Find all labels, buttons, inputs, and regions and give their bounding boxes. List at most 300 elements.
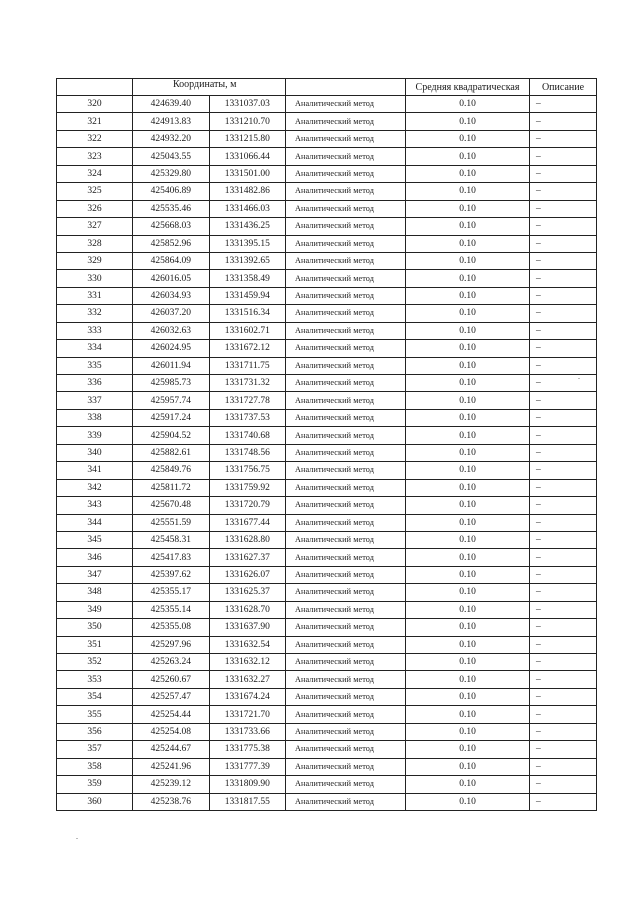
cell-y-coordinate: 1331632.12 — [209, 654, 286, 671]
table-row — [57, 200, 597, 217]
cell-x-coordinate: 425535.46 — [133, 200, 210, 217]
cell-description: – — [530, 654, 597, 671]
cell-x-coordinate: 425668.03 — [133, 218, 210, 235]
cell-y-coordinate: 1331809.90 — [209, 776, 286, 793]
scan-speck — [578, 378, 580, 379]
cell-description: – — [530, 566, 597, 583]
table-row — [57, 531, 597, 548]
cell-point-number: 335 — [57, 357, 133, 374]
cell-point-number: 327 — [57, 218, 133, 235]
cell-accuracy: 0.10 — [406, 357, 530, 374]
cell-accuracy: 0.10 — [406, 531, 530, 548]
cell-y-coordinate: 1331395.15 — [209, 235, 286, 252]
table-row — [57, 235, 597, 252]
cell-description: – — [530, 200, 597, 217]
cell-description: – — [530, 741, 597, 758]
cell-x-coordinate: 426024.95 — [133, 340, 210, 357]
cell-x-coordinate: 425458.31 — [133, 531, 210, 548]
cell-x-coordinate: 424932.20 — [133, 130, 210, 147]
cell-point-number: 347 — [57, 566, 133, 583]
table-row — [57, 706, 597, 723]
cell-point-number: 356 — [57, 723, 133, 740]
table-row — [57, 671, 597, 688]
cell-y-coordinate: 1331740.68 — [209, 427, 286, 444]
cell-description: – — [530, 723, 597, 740]
table-row — [57, 723, 597, 740]
table-row — [57, 619, 597, 636]
coordinates-table — [56, 78, 597, 811]
header-cell-method — [286, 79, 406, 96]
cell-description: – — [530, 113, 597, 130]
table-row — [57, 497, 597, 514]
cell-x-coordinate: 424639.40 — [133, 96, 210, 113]
cell-point-number: 339 — [57, 427, 133, 444]
cell-description: – — [530, 270, 597, 287]
cell-y-coordinate: 1331628.70 — [209, 601, 286, 618]
cell-method: Аналитический метод — [286, 235, 406, 252]
cell-accuracy: 0.10 — [406, 758, 530, 775]
cell-method: Аналитический метод — [286, 200, 406, 217]
cell-point-number: 345 — [57, 531, 133, 548]
cell-method: Аналитический метод — [286, 584, 406, 601]
cell-accuracy: 0.10 — [406, 497, 530, 514]
table-row — [57, 566, 597, 583]
cell-accuracy: 0.10 — [406, 723, 530, 740]
table-row — [57, 357, 597, 374]
cell-accuracy: 0.10 — [406, 270, 530, 287]
cell-x-coordinate: 425417.83 — [133, 549, 210, 566]
cell-x-coordinate: 425241.96 — [133, 758, 210, 775]
cell-description: – — [530, 375, 597, 392]
cell-method: Аналитический метод — [286, 741, 406, 758]
cell-x-coordinate: 425397.62 — [133, 566, 210, 583]
cell-description: – — [530, 793, 597, 810]
cell-description: – — [530, 706, 597, 723]
cell-y-coordinate: 1331674.24 — [209, 688, 286, 705]
cell-y-coordinate: 1331720.79 — [209, 497, 286, 514]
cell-x-coordinate: 425811.72 — [133, 479, 210, 496]
cell-method: Аналитический метод — [286, 270, 406, 287]
table-row — [57, 165, 597, 182]
cell-method: Аналитический метод — [286, 252, 406, 269]
header-coordinates-label: Координаты, м — [173, 79, 237, 90]
cell-y-coordinate: 1331625.37 — [209, 584, 286, 601]
table-row — [57, 688, 597, 705]
table-row — [57, 409, 597, 426]
cell-y-coordinate: 1331516.34 — [209, 305, 286, 322]
cell-accuracy: 0.10 — [406, 566, 530, 583]
cell-x-coordinate: 425864.09 — [133, 252, 210, 269]
cell-y-coordinate: 1331215.80 — [209, 130, 286, 147]
cell-point-number: 322 — [57, 130, 133, 147]
cell-method: Аналитический метод — [286, 549, 406, 566]
cell-method: Аналитический метод — [286, 340, 406, 357]
cell-y-coordinate: 1331632.54 — [209, 636, 286, 653]
cell-description: – — [530, 619, 597, 636]
cell-accuracy: 0.10 — [406, 427, 530, 444]
table-row — [57, 636, 597, 653]
header-cell-number — [57, 79, 133, 96]
cell-x-coordinate: 425849.76 — [133, 462, 210, 479]
cell-accuracy: 0.10 — [406, 130, 530, 147]
cell-method: Аналитический метод — [286, 287, 406, 304]
cell-accuracy: 0.10 — [406, 584, 530, 601]
cell-description: – — [530, 392, 597, 409]
cell-method: Аналитический метод — [286, 514, 406, 531]
cell-method: Аналитический метод — [286, 497, 406, 514]
cell-point-number: 358 — [57, 758, 133, 775]
cell-description: – — [530, 531, 597, 548]
cell-x-coordinate: 425297.96 — [133, 636, 210, 653]
cell-point-number: 333 — [57, 322, 133, 339]
table-row — [57, 758, 597, 775]
cell-x-coordinate: 425670.48 — [133, 497, 210, 514]
cell-point-number: 332 — [57, 305, 133, 322]
cell-method: Аналитический метод — [286, 776, 406, 793]
cell-y-coordinate: 1331501.00 — [209, 165, 286, 182]
cell-accuracy: 0.10 — [406, 688, 530, 705]
cell-x-coordinate: 425985.73 — [133, 375, 210, 392]
cell-point-number: 354 — [57, 688, 133, 705]
cell-accuracy: 0.10 — [406, 392, 530, 409]
cell-point-number: 340 — [57, 444, 133, 461]
cell-point-number: 337 — [57, 392, 133, 409]
table-row — [57, 392, 597, 409]
cell-method: Аналитический метод — [286, 322, 406, 339]
table-row — [57, 183, 597, 200]
cell-x-coordinate: 425355.14 — [133, 601, 210, 618]
cell-method: Аналитический метод — [286, 462, 406, 479]
table-row — [57, 741, 597, 758]
cell-x-coordinate: 425257.47 — [133, 688, 210, 705]
cell-x-coordinate: 425254.08 — [133, 723, 210, 740]
cell-accuracy: 0.10 — [406, 148, 530, 165]
header-cell-description — [530, 79, 597, 96]
cell-description: – — [530, 322, 597, 339]
cell-y-coordinate: 1331466.03 — [209, 200, 286, 217]
cell-x-coordinate: 424913.83 — [133, 113, 210, 130]
cell-y-coordinate: 1331037.03 — [209, 96, 286, 113]
cell-x-coordinate: 425406.89 — [133, 183, 210, 200]
cell-x-coordinate: 425852.96 — [133, 235, 210, 252]
coordinates-table-body — [57, 79, 597, 811]
cell-point-number: 342 — [57, 479, 133, 496]
cell-point-number: 355 — [57, 706, 133, 723]
cell-x-coordinate: 425882.61 — [133, 444, 210, 461]
cell-x-coordinate: 425957.74 — [133, 392, 210, 409]
cell-y-coordinate: 1331066.44 — [209, 148, 286, 165]
cell-accuracy: 0.10 — [406, 200, 530, 217]
cell-point-number: 330 — [57, 270, 133, 287]
cell-x-coordinate: 425043.55 — [133, 148, 210, 165]
table-row — [57, 654, 597, 671]
cell-method: Аналитический метод — [286, 531, 406, 548]
cell-point-number: 359 — [57, 776, 133, 793]
cell-y-coordinate: 1331626.07 — [209, 566, 286, 583]
table-row — [57, 427, 597, 444]
cell-method: Аналитический метод — [286, 130, 406, 147]
cell-accuracy: 0.10 — [406, 514, 530, 531]
cell-accuracy: 0.10 — [406, 444, 530, 461]
cell-method: Аналитический метод — [286, 601, 406, 618]
cell-description: – — [530, 549, 597, 566]
cell-accuracy: 0.10 — [406, 793, 530, 810]
cell-y-coordinate: 1331777.39 — [209, 758, 286, 775]
cell-description: – — [530, 235, 597, 252]
cell-y-coordinate: 1331632.27 — [209, 671, 286, 688]
cell-y-coordinate: 1331628.80 — [209, 531, 286, 548]
cell-description: – — [530, 514, 597, 531]
cell-point-number: 320 — [57, 96, 133, 113]
cell-y-coordinate: 1331759.92 — [209, 479, 286, 496]
cell-method: Аналитический метод — [286, 671, 406, 688]
cell-description: – — [530, 287, 597, 304]
cell-description: – — [530, 148, 597, 165]
cell-y-coordinate: 1331721.70 — [209, 706, 286, 723]
cell-x-coordinate: 425355.08 — [133, 619, 210, 636]
cell-x-coordinate: 425260.67 — [133, 671, 210, 688]
cell-accuracy: 0.10 — [406, 218, 530, 235]
cell-description: – — [530, 584, 597, 601]
table-row — [57, 218, 597, 235]
cell-y-coordinate: 1331727.78 — [209, 392, 286, 409]
cell-y-coordinate: 1331210.70 — [209, 113, 286, 130]
cell-method: Аналитический метод — [286, 357, 406, 374]
cell-point-number: 336 — [57, 375, 133, 392]
cell-description: – — [530, 183, 597, 200]
cell-point-number: 334 — [57, 340, 133, 357]
cell-method: Аналитический метод — [286, 619, 406, 636]
cell-description: – — [530, 252, 597, 269]
cell-y-coordinate: 1331737.53 — [209, 409, 286, 426]
cell-x-coordinate: 425917.24 — [133, 409, 210, 426]
cell-accuracy: 0.10 — [406, 113, 530, 130]
cell-accuracy: 0.10 — [406, 776, 530, 793]
table-row — [57, 776, 597, 793]
cell-accuracy: 0.10 — [406, 549, 530, 566]
header-description-label: Описание — [541, 82, 585, 93]
cell-description: – — [530, 462, 597, 479]
cell-accuracy: 0.10 — [406, 619, 530, 636]
cell-x-coordinate: 426011.94 — [133, 357, 210, 374]
cell-point-number: 351 — [57, 636, 133, 653]
cell-x-coordinate: 425244.67 — [133, 741, 210, 758]
cell-description: – — [530, 688, 597, 705]
cell-description: – — [530, 357, 597, 374]
cell-y-coordinate: 1331482.86 — [209, 183, 286, 200]
table-row — [57, 148, 597, 165]
table-row — [57, 514, 597, 531]
cell-x-coordinate: 425263.24 — [133, 654, 210, 671]
table-row — [57, 305, 597, 322]
cell-point-number: 344 — [57, 514, 133, 531]
table-row — [57, 549, 597, 566]
table-row — [57, 375, 597, 392]
cell-point-number: 353 — [57, 671, 133, 688]
cell-accuracy: 0.10 — [406, 340, 530, 357]
cell-accuracy: 0.10 — [406, 654, 530, 671]
cell-accuracy: 0.10 — [406, 165, 530, 182]
cell-y-coordinate: 1331459.94 — [209, 287, 286, 304]
cell-x-coordinate: 425551.59 — [133, 514, 210, 531]
table-row — [57, 340, 597, 357]
cell-method: Аналитический метод — [286, 654, 406, 671]
cell-accuracy: 0.10 — [406, 671, 530, 688]
cell-x-coordinate: 425904.52 — [133, 427, 210, 444]
cell-description: – — [530, 776, 597, 793]
cell-point-number: 341 — [57, 462, 133, 479]
cell-point-number: 326 — [57, 200, 133, 217]
cell-accuracy: 0.10 — [406, 636, 530, 653]
cell-method: Аналитический метод — [286, 566, 406, 583]
cell-description: – — [530, 444, 597, 461]
cell-method: Аналитический метод — [286, 688, 406, 705]
cell-method: Аналитический метод — [286, 375, 406, 392]
table-row — [57, 322, 597, 339]
table-row — [57, 793, 597, 810]
cell-method: Аналитический метод — [286, 479, 406, 496]
cell-accuracy: 0.10 — [406, 375, 530, 392]
table-row — [57, 462, 597, 479]
cell-description: – — [530, 636, 597, 653]
cell-y-coordinate: 1331756.75 — [209, 462, 286, 479]
cell-point-number: 346 — [57, 549, 133, 566]
cell-point-number: 357 — [57, 741, 133, 758]
cell-y-coordinate: 1331731.32 — [209, 375, 286, 392]
cell-method: Аналитический метод — [286, 165, 406, 182]
cell-description: – — [530, 497, 597, 514]
cell-accuracy: 0.10 — [406, 183, 530, 200]
cell-x-coordinate: 426032.63 — [133, 322, 210, 339]
header-accuracy-label: Средняя квадратическая — [415, 82, 520, 93]
cell-point-number: 328 — [57, 235, 133, 252]
cell-x-coordinate: 425239.12 — [133, 776, 210, 793]
cell-y-coordinate: 1331817.55 — [209, 793, 286, 810]
table-row — [57, 252, 597, 269]
cell-accuracy: 0.10 — [406, 96, 530, 113]
cell-point-number: 323 — [57, 148, 133, 165]
cell-accuracy: 0.10 — [406, 462, 530, 479]
cell-description: – — [530, 130, 597, 147]
cell-description: – — [530, 479, 597, 496]
header-cell-coordinates — [133, 79, 237, 96]
cell-method: Аналитический метод — [286, 793, 406, 810]
cell-method: Аналитический метод — [286, 148, 406, 165]
cell-point-number: 329 — [57, 252, 133, 269]
cell-point-number: 338 — [57, 409, 133, 426]
cell-y-coordinate: 1331602.71 — [209, 322, 286, 339]
cell-x-coordinate: 425238.76 — [133, 793, 210, 810]
cell-x-coordinate: 425329.80 — [133, 165, 210, 182]
cell-description: – — [530, 671, 597, 688]
cell-description: – — [530, 409, 597, 426]
table-row — [57, 584, 597, 601]
cell-accuracy: 0.10 — [406, 479, 530, 496]
cell-method: Аналитический метод — [286, 444, 406, 461]
cell-y-coordinate: 1331436.25 — [209, 218, 286, 235]
cell-point-number: 331 — [57, 287, 133, 304]
cell-y-coordinate: 1331677.44 — [209, 514, 286, 531]
cell-point-number: 321 — [57, 113, 133, 130]
cell-description: – — [530, 758, 597, 775]
cell-x-coordinate: 426016.05 — [133, 270, 210, 287]
cell-y-coordinate: 1331637.90 — [209, 619, 286, 636]
cell-method: Аналитический метод — [286, 427, 406, 444]
cell-description: – — [530, 165, 597, 182]
cell-method: Аналитический метод — [286, 218, 406, 235]
cell-description: – — [530, 427, 597, 444]
cell-y-coordinate: 1331775.38 — [209, 741, 286, 758]
cell-point-number: 360 — [57, 793, 133, 810]
cell-accuracy: 0.10 — [406, 409, 530, 426]
cell-accuracy: 0.10 — [406, 741, 530, 758]
table-row — [57, 96, 597, 113]
cell-point-number: 324 — [57, 165, 133, 182]
cell-method: Аналитический метод — [286, 706, 406, 723]
cell-description: – — [530, 340, 597, 357]
cell-y-coordinate: 1331392.65 — [209, 252, 286, 269]
cell-y-coordinate: 1331733.66 — [209, 723, 286, 740]
cell-accuracy: 0.10 — [406, 305, 530, 322]
cell-x-coordinate: 425355.17 — [133, 584, 210, 601]
cell-y-coordinate: 1331711.75 — [209, 357, 286, 374]
cell-accuracy: 0.10 — [406, 706, 530, 723]
cell-description: – — [530, 601, 597, 618]
cell-accuracy: 0.10 — [406, 287, 530, 304]
table-row — [57, 601, 597, 618]
cell-y-coordinate: 1331672.12 — [209, 340, 286, 357]
table-row — [57, 113, 597, 130]
cell-method: Аналитический метод — [286, 392, 406, 409]
cell-point-number: 343 — [57, 497, 133, 514]
cell-method: Аналитический метод — [286, 113, 406, 130]
cell-point-number: 349 — [57, 601, 133, 618]
cell-method: Аналитический метод — [286, 723, 406, 740]
cell-accuracy: 0.10 — [406, 252, 530, 269]
cell-point-number: 325 — [57, 183, 133, 200]
cell-method: Аналитический метод — [286, 96, 406, 113]
header-cell-accuracy — [406, 79, 530, 96]
cell-accuracy: 0.10 — [406, 322, 530, 339]
table-row — [57, 444, 597, 461]
cell-method: Аналитический метод — [286, 183, 406, 200]
cell-point-number: 352 — [57, 654, 133, 671]
cell-y-coordinate: 1331748.56 — [209, 444, 286, 461]
cell-description: – — [530, 305, 597, 322]
table-row — [57, 130, 597, 147]
cell-method: Аналитический метод — [286, 409, 406, 426]
cell-method: Аналитический метод — [286, 305, 406, 322]
cell-point-number: 348 — [57, 584, 133, 601]
table-row — [57, 287, 597, 304]
cell-point-number: 350 — [57, 619, 133, 636]
scan-speck — [76, 838, 78, 839]
cell-method: Аналитический метод — [286, 636, 406, 653]
cell-x-coordinate: 426034.93 — [133, 287, 210, 304]
cell-y-coordinate: 1331358.49 — [209, 270, 286, 287]
cell-accuracy: 0.10 — [406, 601, 530, 618]
cell-description: – — [530, 96, 597, 113]
cell-y-coordinate: 1331627.37 — [209, 549, 286, 566]
cell-description: – — [530, 218, 597, 235]
table-row — [57, 270, 597, 287]
cell-accuracy: 0.10 — [406, 235, 530, 252]
table-header-row — [57, 79, 597, 96]
table-row — [57, 479, 597, 496]
cell-x-coordinate: 425254.44 — [133, 706, 210, 723]
cell-method: Аналитический метод — [286, 758, 406, 775]
cell-x-coordinate: 426037.20 — [133, 305, 210, 322]
